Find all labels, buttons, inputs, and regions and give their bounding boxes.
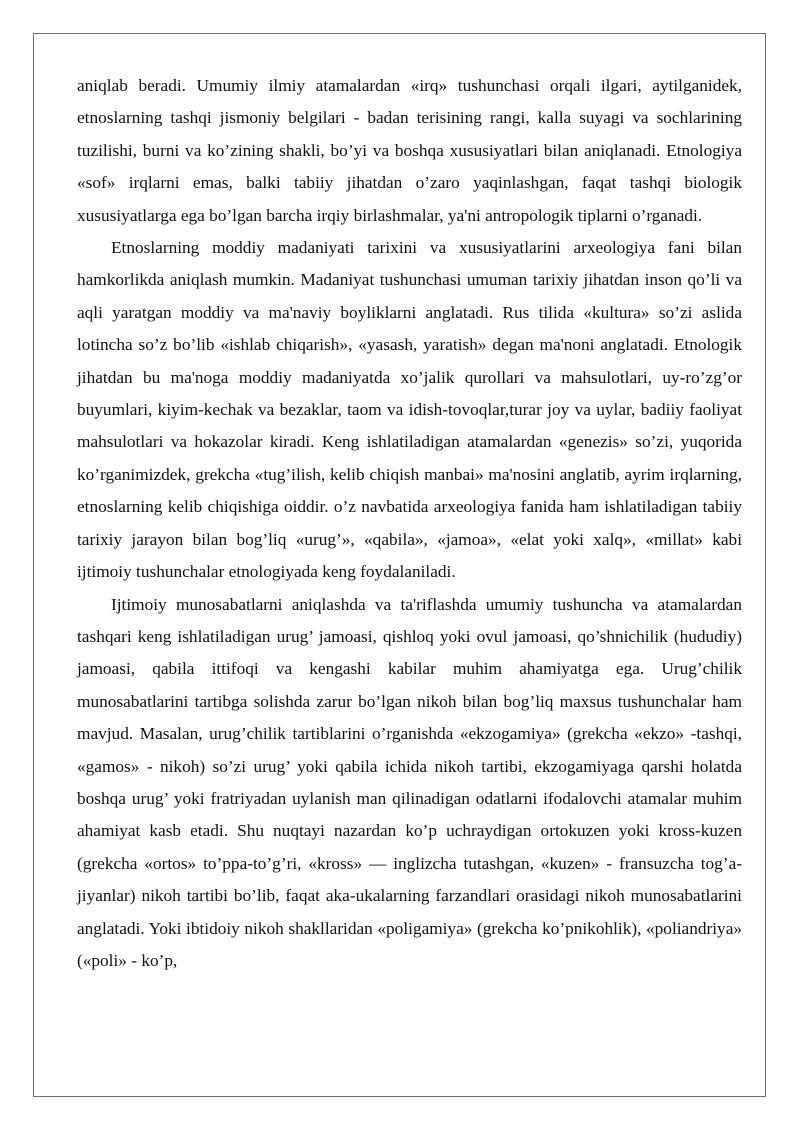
paragraph-1: aniqlab beradi. Umumiy ilmiy atamalardan «irq» tushunchasi orqali ilgari, aytilganidek, etnoslarning tashqi jismoniy belgilari - badan terisining rangi, kalla suyagi va sochlarining tuzilishi, burni va ko’zining shakli, bo’yi va boshqa xususiyatlari bilan aniqlanadi. Etnologiya «sof» irqlarni emas, balki tabiiy jihatdan o’zaro yaqinlashgan, faqat tashqi biologik xususiyatlarga ega bo’lgan barcha irqiy birlashmalar, ya'ni antropologik tiplarni o’rganadi. [77, 76, 742, 225]
paragraph-3: Ijtimoiy munosabatlarni aniqlashda va ta'riflashda umumiy tushuncha va atamalardan tashqari keng ishlatiladigan urug’ jamoasi, qishloq yoki ovul jamoasi, qo’shnichilik (hududiy) jamoasi, qabila ittifoqi va kengashi kabilar muhim ahamiyatga ega. Urug’chilik munosabatlarini tartibga solishda zarur bo’lgan nikoh bilan bog’liq maxsus tushunchalar ham mavjud. Masalan, urug’chilik tartiblarini o’rganishda «ekzogamiya» (grekcha «ekzo» -tashqi, «gamos» - nikoh) so’zi urug’ yoki qabila ichida nikoh tartibi, ekzogamiyaga qarshi holatda boshqa urug’ yoki fratriyadan uylanish man qilinadigan odatlarni ifodalovchi atamalar muhim ahamiyat kasb etadi. Shu nuqtayi nazardan ko’p uchraydigan ortokuzen yoki kross-kuzen (grekcha «ortos» to’ppa-to’g’ri, «kross» — inglizcha tutashgan, «kuzen» - fransuzcha tog’a-jiyanlar) nikoh tartibi bo’lib, faqat aka-ukalarning farzandlari orasidagi nikoh munosabatlarini anglatadi. Yoki ibtidoiy nikoh shakllaridan «poligamiya» (grekcha ko’pnikohlik), «poliandriya» («poli» - ko’p, [77, 594, 742, 970]
paragraph-2: Etnoslarning moddiy madaniyati tarixini va xususiyatlarini arxeologiya fani bilan hamkorlikda aniqlash mumkin. Madaniyat tushunchasi umuman tarixiy jihatdan inson qo’li va aqli yaratgan moddiy va ma'naviy boyliklarni anglatadi. Rus tilida «kultura» so’zi aslida lotincha so’z bo’lib «ishlab chiqarish», «yasash, yaratish» degan ma'noni anglatadi. Etnologik jihatdan bu ma'noga moddiy madaniyatda xo’jalik qurollari va mahsulotlari, uy-ro’zg’or buyumlari, kiyim-kechak va bezaklar, taom va idish-tovoqlar,turar joy va uylar, badiiy faoliyat mahsulotlari va hokazolar kiradi. Keng ishlatiladigan atamalardan «genezis» so’zi, yuqorida ko’rganimizdek, grekcha «tug’ilish, kelib chiqish manbai» ma'nosini anglatib, ayrim irqlarning, etnoslarning kelib chiqishiga oiddir. o’z navbatida arxeologiya fanida ham ishlatiladigan tabiiy tarixiy jarayon bilan bog’liq «urug’», «qabila», «jamoa», «elat yoki xalq», «millat» kabi ijtimoiy tushunchalar etnologiyada keng foydalaniladi. [77, 238, 742, 582]
document-body [77, 70, 742, 977]
